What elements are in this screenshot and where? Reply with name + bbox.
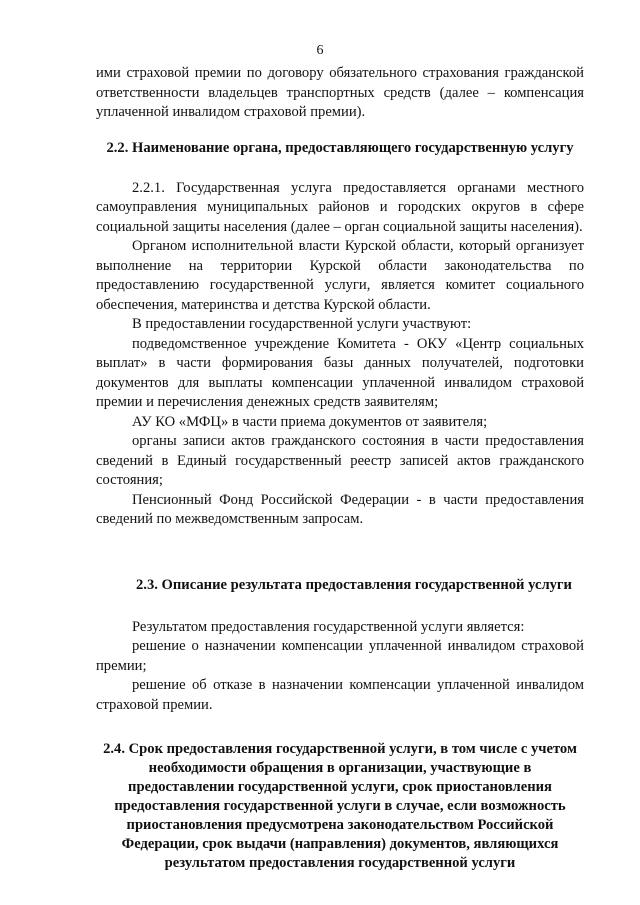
paragraph-decision-refuse: решение об отказе в назначении компенсации уплаченной инвалидом страховой премии. bbox=[96, 677, 584, 713]
intro-paragraph: ими страховой премии по договору обязательного страхования гражданской ответственности владельцев транспортных средств (далее – компенсация уплаченной инвалидом страховой премии). bbox=[96, 65, 584, 120]
paragraph-zags: органы записи актов гражданского состояния в части предоставления сведений в Единый государственный реестр записей актов гражданского состояния; bbox=[96, 433, 584, 488]
paragraph-decision-grant: решение о назначении компенсации уплаченной инвалидом страховой премии; bbox=[96, 638, 584, 674]
paragraph-pension-fund: Пенсионный Фонд Российской Федерации - в части предоставления сведений по межведомственным запросам. bbox=[96, 491, 584, 527]
section-2-3-heading: 2.3. Описание результата предоставления государственной услуги bbox=[136, 576, 572, 593]
page-number: 6 bbox=[316, 43, 324, 58]
paragraph-oku: подведомственное учреждение Комитета - ОКУ «Центр социальных выплат» в части формирования базы данных получателей, подготовки документов для выплаты компенсации уплаченной инвалидом страховой премии и перечисления денежных средств заявителям; bbox=[96, 335, 584, 410]
document-body bbox=[96, 64, 584, 873]
paragraph-mfc: АУ КО «МФЦ» в части приема документов от заявителя; bbox=[132, 413, 488, 430]
section-2-2-heading: 2.2. Наименование органа, предоставляющего государственную услугу bbox=[106, 139, 574, 156]
section-2-4-heading: 2.4. Срок предоставления государственной услуги, в том числе с учетом необходимости обращения в организации, участвующие в предоставлении государственной услуги, срок приостановления предоставления государственной услуги в случае, если возможность приостановления предусмотрена законодательством Российской Федерации, срок выдачи (направления) документов, являющихся результатом предоставления государственной услуги bbox=[103, 741, 577, 871]
paragraph-participants: В предоставлении государственной услуги участвуют: bbox=[132, 316, 472, 332]
paragraph-executive-body: Органом исполнительной власти Курской области, который организует выполнение на территории Курской области законодательства по предоставлению государственной услуги, является комитет социального обеспечения, материнства и детства Курской области. bbox=[96, 238, 584, 313]
paragraph-2-2-1: 2.2.1. Государственная услуга предоставляется органами местного самоуправления муниципальных районов и городских округов в сфере социальной защиты населения (далее – орган социальной защиты населения). bbox=[96, 179, 584, 235]
paragraph-result: Результатом предоставления государственной услуги является: bbox=[132, 618, 525, 635]
